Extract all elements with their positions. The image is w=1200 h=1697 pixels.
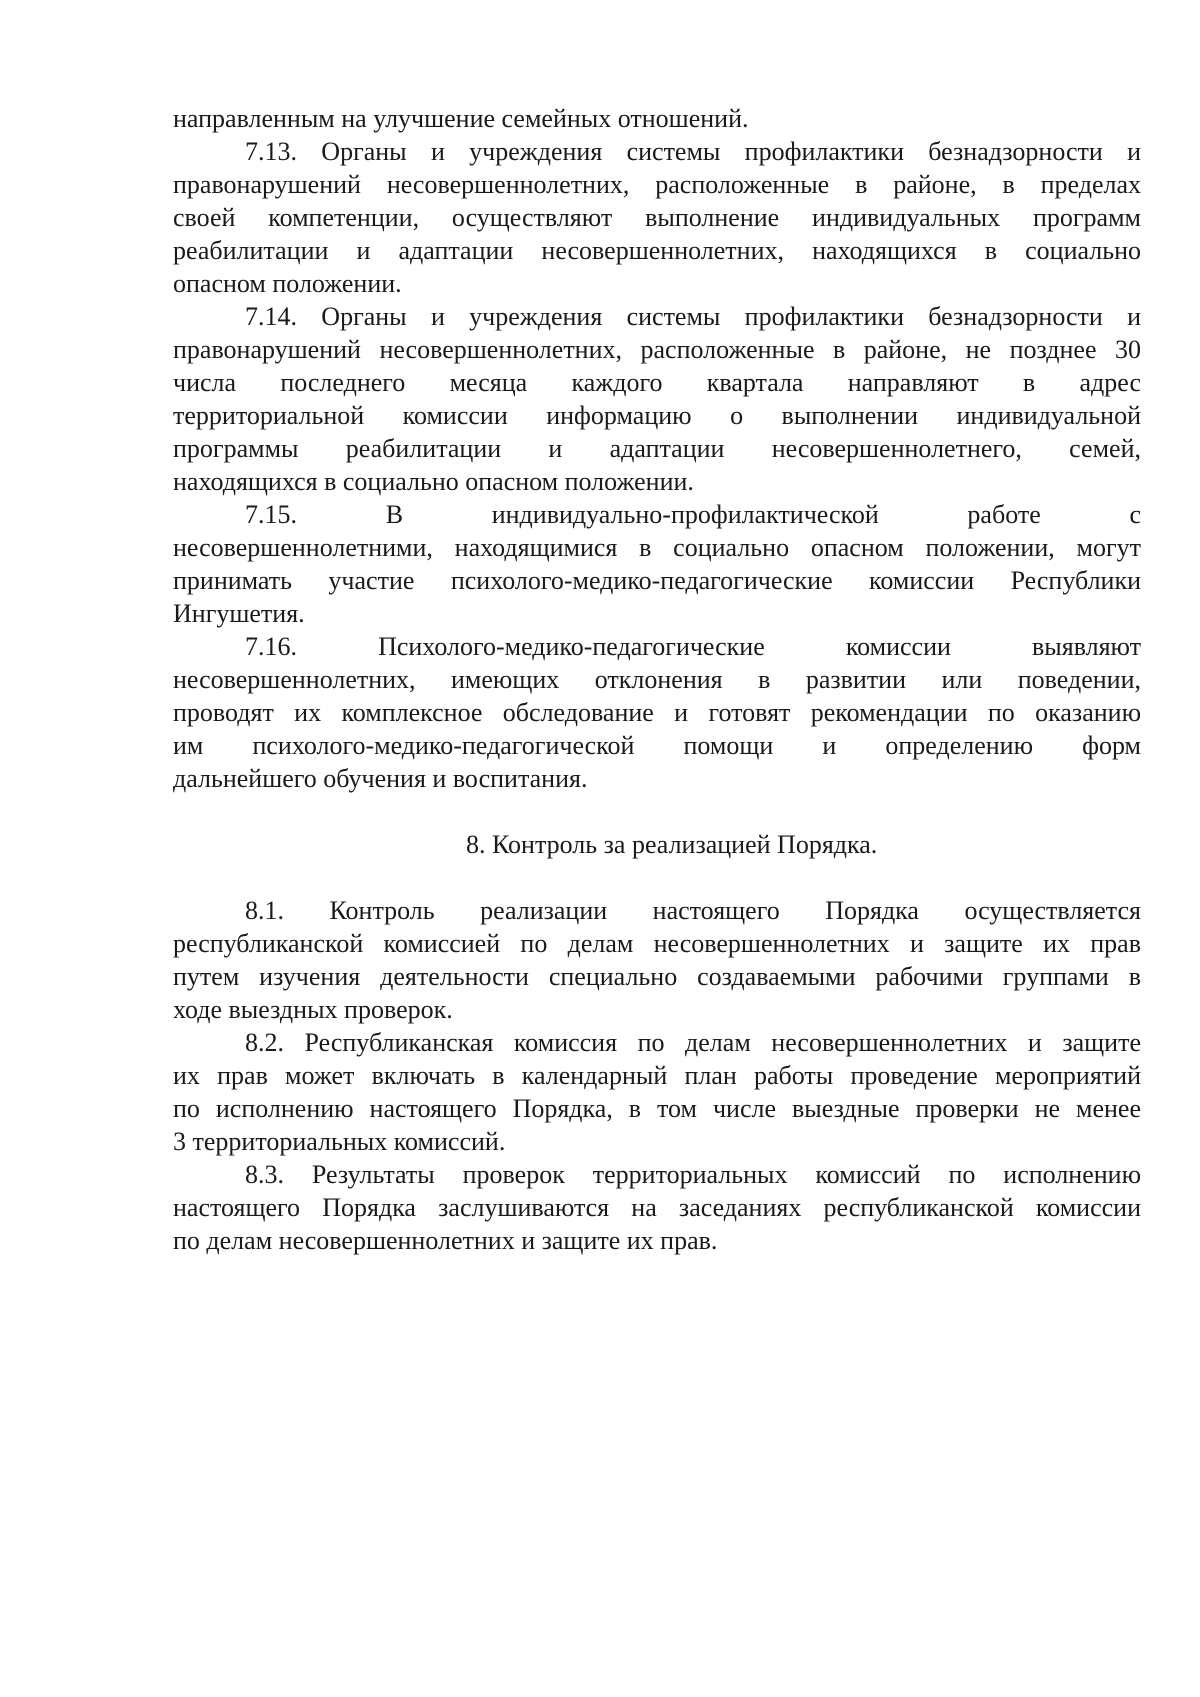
document-page [173, 102, 1141, 1257]
paragraph-7-16-line-4: им психолого-медико-педагогической помощи и определению форм [173, 731, 1141, 760]
paragraph-7-15-line-4: Ингушетия. [173, 599, 305, 628]
paragraph-7-16-line-5: дальнейшего обучения и воспитания. [173, 764, 588, 793]
paragraph-7-14-line-5: программы реабилитации и адаптации несовершеннолетнего, семей, [173, 434, 1141, 463]
paragraph-7-14-line-6: находящихся в социально опасном положении. [173, 467, 694, 496]
paragraph-8-3-line-1: 8.3. Результаты проверок территориальных комиссий по исполнению [245, 1160, 1141, 1189]
paragraph-8-3-line-3: по делам несовершеннолетних и защите их прав. [173, 1226, 718, 1255]
paragraph-7-13-line-1: 7.13. Органы и учреждения системы профилактики безнадзорности и [245, 137, 1141, 166]
paragraph-8-2-line-4: 3 территориальных комиссий. [173, 1127, 506, 1156]
spacer [173, 861, 1141, 894]
paragraph-7-15-line-2: несовершеннолетними, находящимися в социально опасном положении, могут [173, 533, 1141, 562]
paragraph-7-13-line-4: реабилитации и адаптации несовершеннолетних, находящихся в социально [173, 236, 1141, 265]
paragraph-7-16-line-3: проводят их комплексное обследование и готовят рекомендации по оказанию [173, 698, 1141, 727]
paragraph-8-3-line-2: настоящего Порядка заслушиваются на заседаниях республиканской комиссии [173, 1193, 1141, 1222]
section-8-title: 8. Контроль за реализацией Порядка. [466, 830, 878, 859]
paragraph-7-14-line-4: территориальной комиссии информацию о выполнении индивидуальной [173, 401, 1141, 430]
paragraph-7-13-line-5: опасном положении. [173, 269, 402, 298]
paragraph-8-1-line-4: ходе выездных проверок. [173, 995, 453, 1024]
paragraph-8-1-line-2: республиканской комиссией по делам несовершеннолетних и защите их прав [173, 929, 1141, 958]
paragraph-7-14-line-2: правонарушений несовершеннолетних, расположенные в районе, не позднее 30 [173, 335, 1141, 364]
paragraph-8-2-line-1: 8.2. Республиканская комиссия по делам несовершеннолетних и защите [245, 1028, 1141, 1057]
paragraph-7-16-line-1: 7.16. Психолого-медико-педагогические комиссии выявляют [245, 632, 1141, 661]
paragraph-7-13-line-2: правонарушений несовершеннолетних, расположенные в районе, в пределах [173, 170, 1141, 199]
paragraph-7-16-line-2: несовершеннолетних, имеющих отклонения в развитии или поведении, [173, 665, 1141, 694]
paragraph-8-2-line-3: по исполнению настоящего Порядка, в том числе выездные проверки не менее [173, 1094, 1141, 1123]
paragraph-7-14-line-3: числа последнего месяца каждого квартала направляют в адрес [173, 368, 1141, 397]
paragraph-8-2-line-2: их прав может включать в календарный план работы проведение мероприятий [173, 1061, 1141, 1090]
paragraph-8-1-line-3: путем изучения деятельности специально создаваемыми рабочими группами в [173, 962, 1141, 991]
text-line: направленным на улучшение семейных отношений. [173, 104, 749, 133]
paragraph-7-13-line-3: своей компетенции, осуществляют выполнение индивидуальных программ [173, 203, 1141, 232]
paragraph-8-1-line-1: 8.1. Контроль реализации настоящего Порядка осуществляется [245, 896, 1141, 925]
paragraph-7-15-line-1: 7.15. В индивидуально-профилактической работе с [245, 500, 1141, 529]
paragraph-7-15-line-3: принимать участие психолого-медико-педагогические комиссии Республики [173, 566, 1141, 595]
paragraph-7-14-line-1: 7.14. Органы и учреждения системы профилактики безнадзорности и [245, 302, 1141, 331]
spacer [173, 795, 1141, 828]
